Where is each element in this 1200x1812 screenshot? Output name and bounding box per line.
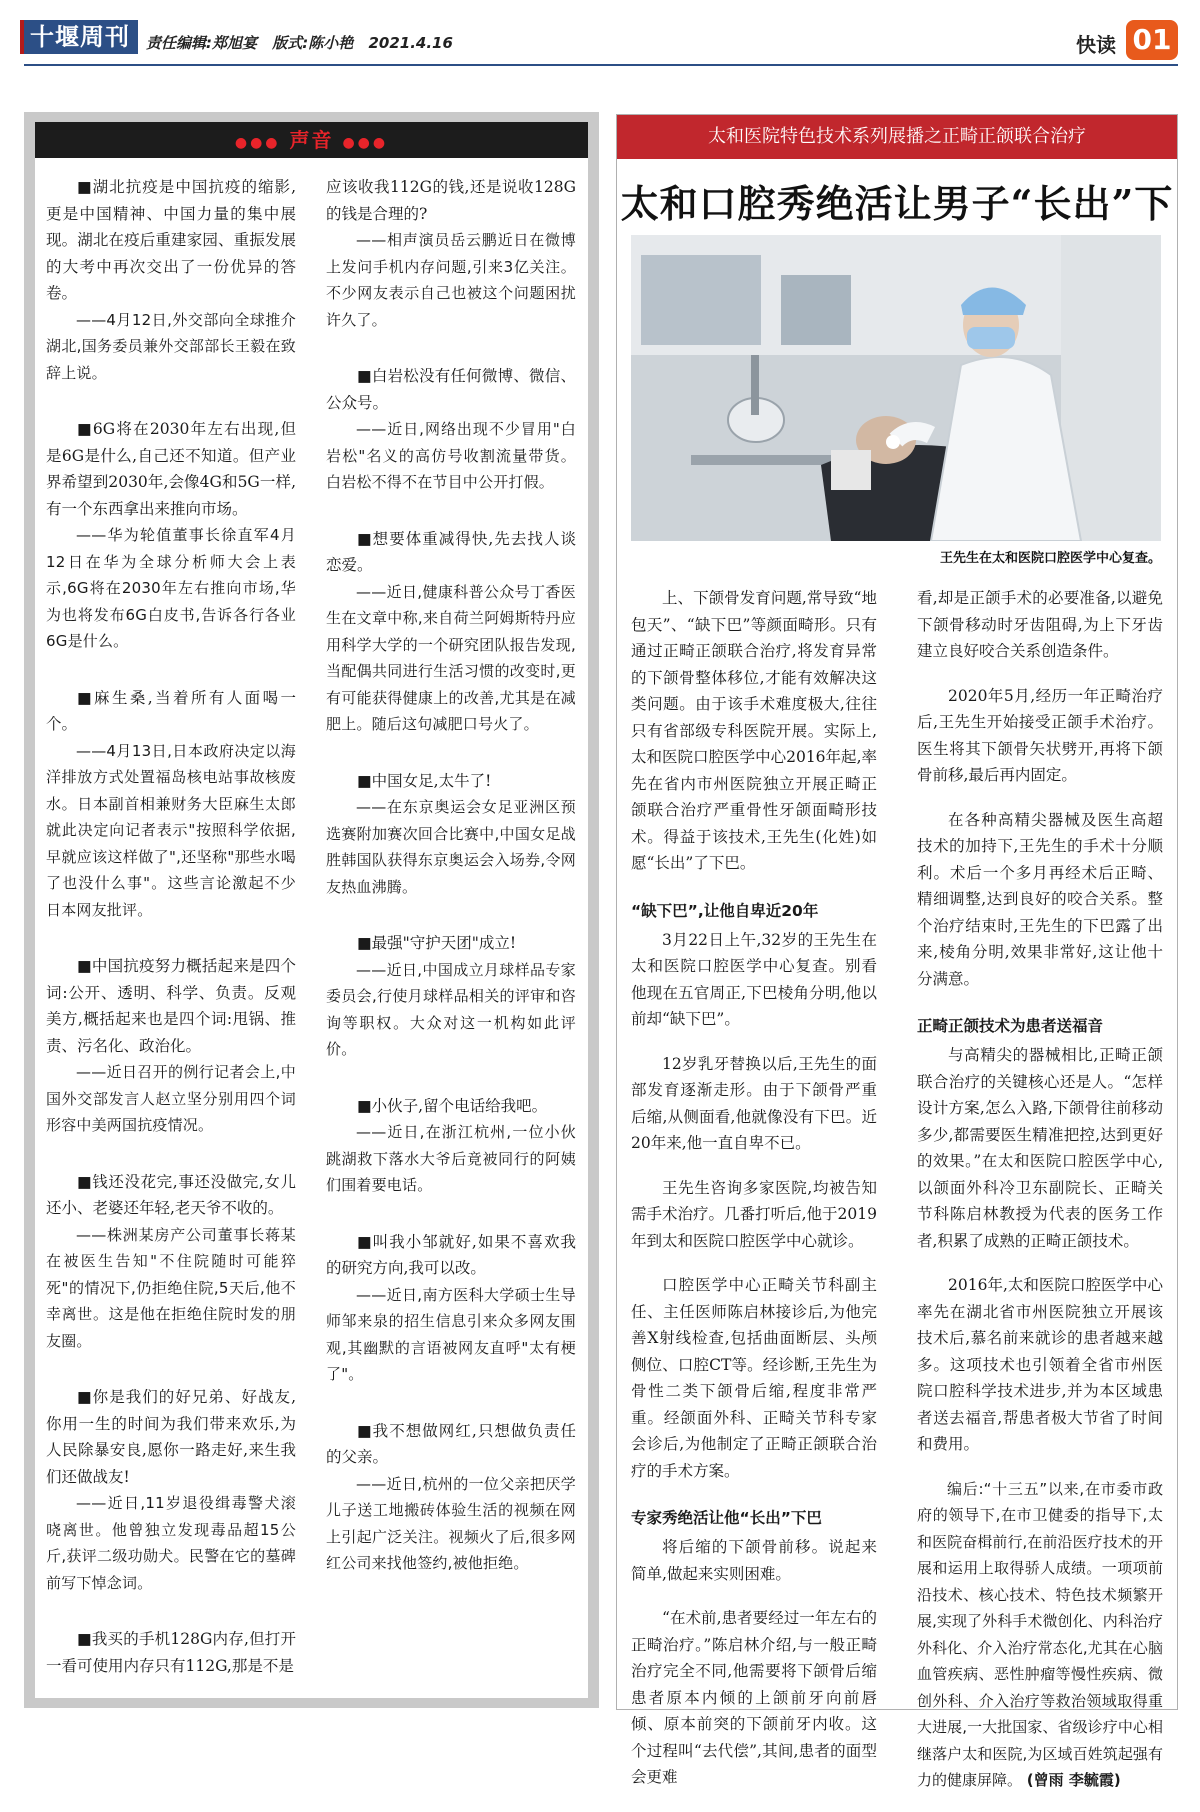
voice-item <box>326 1093 576 1199</box>
voice-source: ——近日,网络出现不少冒用"白岩松"名义的高仿号收割流量带货。白岩松不得不在节目中公开打假。 <box>326 420 576 491</box>
voice-source: ——近日,杭州的一位父亲把厌学儿子送工地搬砖体验生活的视频在网上引起广泛关注。视频火了后,很多网红公司来找他签约,被他拒绝。 <box>326 1474 576 1572</box>
voice-quote-text: ■湖北抗疫是中国抗疫的缩影,更是中国精神、中国力量的集中展现。湖北在疫后重建家园、重振发展的大考中再次交出了一份优异的答卷。 <box>46 178 296 302</box>
article-paragraph-continued: 看,却是正颌手术的必要准备,以避免下颌骨移动时牙齿阻碍,为上下牙齿建立良好咬合关系创造条件。 <box>917 589 1163 660</box>
voice-item <box>326 526 576 738</box>
voice-source: ——在东京奥运会女足亚洲区预选赛附加赛次回合比赛中,中国女足战胜韩国队获得东京奥运会入场券,令网友热血沸腾。 <box>326 798 576 896</box>
article-kicker: 太和医院特色技术系列展播之正畸正颌联合治疗 <box>617 115 1177 159</box>
voice-quote-text: ■钱还没花完,事还没做完,女儿还小、老婆还年轻,老天爷不收的。 <box>46 1172 296 1217</box>
byline: (曾雨 李毓霞) <box>1026 1771 1121 1789</box>
voice-quote-text: ■6G将在2030年左右出现,但是6G是什么,自己还不知道。但产业界希望到2030年,会像4G和5G一样,有一个东西拿出来推向市场。 <box>46 420 296 518</box>
voice-quote-text: ■我不想做网红,只想做负责任的父亲。 <box>326 1421 576 1466</box>
article-subheading: 专家秀绝活让他“长出”下巴 <box>631 1509 822 1527</box>
voice-item <box>326 1229 576 1388</box>
voice-item <box>46 1626 296 1679</box>
photo-caption: 王先生在太和医院口腔医学中心复查。 <box>939 551 1161 566</box>
article-paragraph: 12岁乳牙替换以后,王先生的面部发育逐渐走形。由于下颌骨严重后缩,从侧面看,他就像没有下巴。近20年来,他一直自卑不已。 <box>631 1054 877 1152</box>
masthead <box>24 20 1178 62</box>
issue-date: 2021.4.16 <box>368 34 453 52</box>
voice-item <box>326 363 576 496</box>
editor-credit: 责任编辑:郑旭宴 <box>146 34 257 52</box>
article-paragraph: 王先生咨询多家医院,均被告知需手术治疗。几番打听后,他于2019年到太和医院口腔医学中心就诊。 <box>631 1178 877 1250</box>
voices-panel <box>35 122 588 1698</box>
voice-item <box>46 1384 296 1596</box>
voice-item <box>326 930 576 1063</box>
article-paragraph: “在术前,患者要经过一年左右的正畸治疗。”陈启林介绍,与一般正畸治疗完全不同,他需要将下颌骨后缩患者原本内倾的上颌前牙向前唇倾、原本前突的下颌前牙内收。这个过程叫“去代偿”,其间,患者的面型会更难 <box>631 1609 877 1786</box>
decor-dots-left-icon: ●●● <box>234 135 281 151</box>
voice-quote-text: ■白岩松没有任何微博、微信、公众号。 <box>326 367 576 412</box>
article-paragraph: 口腔医学中心正畸关节科副主任、主任医师陈启林接诊后,为他完善X射线检查,包括曲面断层、头颅侧位、口腔CT等。经诊断,王先生为骨性二类下颌骨后缩,程度非常严重。经颌面外科、正畸关节科专家会诊后,为他制定了正畸正颌联合治疗的手术方案。 <box>631 1276 877 1480</box>
article-paragraph: 3月22日上午,32岁的王先生在太和医院口腔医学中心复查。别看他现在五官周正,下巴棱角分明,他以前却“缺下巴”。 <box>631 930 877 1028</box>
voices-column-2 <box>326 174 576 1607</box>
editor-note-text: 编后:“十三五”以来,在市委市政府的领导下,在市卫健委的指导下,太和医院奋楫前行,在前沿医疗技术的开展和运用上取得骄人成绩。一项项前沿技术、核心技术、特色技术频繁开展,实现了外科手术微创化、内科治疗外科化、介入治疗常态化,尤其在心脑血管疾病、恶性肿瘤等慢性疾病、微创外科、介入治疗等救治领域取得重大进展,一大批国家、省级诊疗中心相继落户太和医院,为区域百姓筑起强有力的健康屏障。 <box>917 1479 1163 1789</box>
voice-quote-text: ■中国抗疫努力概括起来是四个词:公开、透明、科学、负责。反观美方,概括起来也是四个词:甩锅、推责、污名化、政治化。 <box>46 957 296 1055</box>
voices-header <box>35 122 588 158</box>
newspaper-logo: 十堰周刊 <box>24 20 138 54</box>
article-column-2 <box>917 585 1163 1812</box>
voice-quote-text: ■想要体重减得快,先去找人谈恋爱。 <box>326 529 576 574</box>
layout-credit: 版式:陈小艳 <box>272 34 354 52</box>
masthead-divider <box>24 64 1178 66</box>
voice-item <box>326 174 576 333</box>
article-subheading: 正畸正颌技术为患者送福音 <box>917 1017 1104 1035</box>
voice-item <box>46 685 296 924</box>
voice-quote-text: ■最强"守护天团"成立! <box>357 934 517 952</box>
article-paragraph: 2016年,太和医院口腔医学中心率先在湖北省市州医院独立开展该技术后,慕名前来就诊的患者越来越多。这项技术也引领着全省市州医院口腔科学技术进步,并为本区域患者送去福音,帮患者极大节省了时间和费用。 <box>917 1276 1163 1453</box>
voice-source: ——近日召开的例行记者会上,中国外交部发言人赵立坚分别用四个词形容中美两国抗疫情况。 <box>46 1063 296 1134</box>
voice-item <box>46 1169 296 1355</box>
masthead-meta <box>146 32 463 53</box>
article-paragraph: 上、下颌骨发育问题,常导致“地包天”、“缺下巴”等颜面畸形。只有通过正畸正颌联合治疗,将发育异常的下颌骨整体移位,才能有效解决这类问题。由于该手术难度极大,往往只有省部级专科医院开展。实际上,太和医院口腔医学中心2016年起,率先在省内市州医院独立开展正畸正颌联合治疗严重骨性牙颌面畸形技术。得益于该技术,王先生(化姓)如愿“长出”了下巴。 <box>631 589 877 872</box>
editor-note <box>917 1476 1163 1794</box>
voice-item <box>326 768 576 901</box>
voice-quote-text: ■你是我们的好兄弟、好战友,你用一生的时间为我们带来欢乐,为人民除暴安良,愿你一路走好,来生我们还做战友! <box>46 1388 296 1486</box>
dental-clinic-photo <box>631 235 1161 541</box>
voice-item <box>46 416 296 655</box>
voice-source: ——株洲某房产公司董事长蒋某在被医生告知"不住院随时可能猝死"的情况下,仍拒绝住院,5天后,他不幸离世。这是他在拒绝住院时发的朋友圈。 <box>46 1225 296 1350</box>
voice-source: ——近日,在浙江杭州,一位小伙跳湖救下落水大爷后竟被同行的阿姨们围着要电话。 <box>326 1123 576 1194</box>
article-column-1 <box>631 585 877 1809</box>
page-number: 01 <box>1126 20 1178 60</box>
voice-item <box>46 174 296 386</box>
voices-box <box>24 112 599 1708</box>
article-paragraph: 与高精尖的器械相比,正畸正颌联合治疗的关键核心还是人。“怎样设计方案,怎么入路,下颌骨往前移动多少,都需要医生精准把控,达到更好的效果。”在太和医院口腔医学中心,以颌面外科冷卫东副院长、正畸关节科陈启林教授为代表的医务工作者,积累了成熟的正畸正颌技术。 <box>917 1046 1163 1250</box>
article-paragraph: 2020年5月,经历一年正畸治疗后,王先生开始接受正颌手术治疗。医生将其下颌骨矢状劈开,再将下颌骨前移,最后再内固定。 <box>917 686 1163 784</box>
voice-quote-text-continued: 应该收我112G的钱,还是说收128G的钱是合理的? <box>326 178 576 223</box>
voice-quote-text: ■叫我小邹就好,如果不喜欢我的研究方向,我可以改。 <box>326 1232 576 1277</box>
voice-source: ——近日,健康科普公众号丁香医生在文章中称,来自荷兰阿姆斯特丹应用科学大学的一个研究团队报告发现,当配偶共同进行生活习惯的改变时,更有可能获得健康上的改善,尤其是在减肥上。随后这句减肥口号火了。 <box>326 582 576 733</box>
voice-source: ——4月12日,外交部向全球推介湖北,国务委员兼外交部部长王毅在致辞上说。 <box>46 310 296 382</box>
voice-source: ——4月13日,日本政府决定以海洋排放方式处置福岛核电站事故核废水。日本副首相兼财务大臣麻生太郎就此决定向记者表示"按照科学依据,早就应该这样做了",还坚称"那些水喝了也没什么事"。这些言论激起不少日本网友批评。 <box>46 741 296 919</box>
voice-source: ——华为轮值董事长徐直军4月12日在华为全球分析师大会上表示,6G将在2030年左右推向市场,华为也将发布6G白皮书,告诉各行各业6G是什么。 <box>46 526 296 650</box>
photo-illustration <box>631 235 1161 541</box>
voice-source: ——近日,南方医科大学硕士生导师邹来泉的招生信息引来众多网友围观,其幽默的言语被网友直呼"太有梗了"。 <box>326 1285 576 1383</box>
feature-article <box>616 114 1178 1789</box>
voice-quote-text: ■中国女足,太牛了! <box>357 771 492 790</box>
voice-item <box>46 953 296 1139</box>
voices-title: 声音 <box>289 128 334 152</box>
voice-source: ——相声演员岳云鹏近日在微博上发问手机内存问题,引来3亿关注。不少网友表示自己也被这个问题困扰许久了。 <box>326 231 576 329</box>
article-paragraph: 将后缩的下颌骨前移。说起来简单,做起来实则困难。 <box>631 1538 877 1583</box>
voice-quote-text: ■我买的手机128G内存,但打开一看可使用内存只有112G,那是不是 <box>46 1630 296 1675</box>
voice-quote-text: ■小伙子,留个电话给我吧。 <box>357 1096 548 1115</box>
article-subheading: “缺下巴”,让他自卑近20年 <box>631 901 819 920</box>
voice-source: ——近日,中国成立月球样品专家委员会,行使月球样品相关的评审和咨询等职权。大众对这一机构如此评价。 <box>326 960 576 1058</box>
decor-dots-right-icon: ●●● <box>342 135 389 151</box>
voice-item <box>326 1418 576 1577</box>
article-paragraph: 在各种高精尖器械及医生高超技术的加持下,王先生的手术十分顺利。术后一个多月再经术后正畸、精细调整,达到良好的咬合关系。整个治疗结束时,王先生的下巴露了出来,棱角分明,效果非常好,这让他十分满意。 <box>917 810 1163 988</box>
voice-source: ——近日,11岁退役缉毒警犬滚哓离世。他曾独立发现毒品超15公斤,获评二级功勋犬。民警在它的墓碑前写下悼念词。 <box>46 1494 296 1592</box>
voice-quote-text: ■麻生桑,当着所有人面喝一个。 <box>46 688 296 733</box>
section-name: 快读 <box>1076 33 1116 57</box>
article-headline: 太和口腔秀绝活让男子“长出”下 <box>620 181 1174 226</box>
voices-column-1 <box>46 174 296 1709</box>
